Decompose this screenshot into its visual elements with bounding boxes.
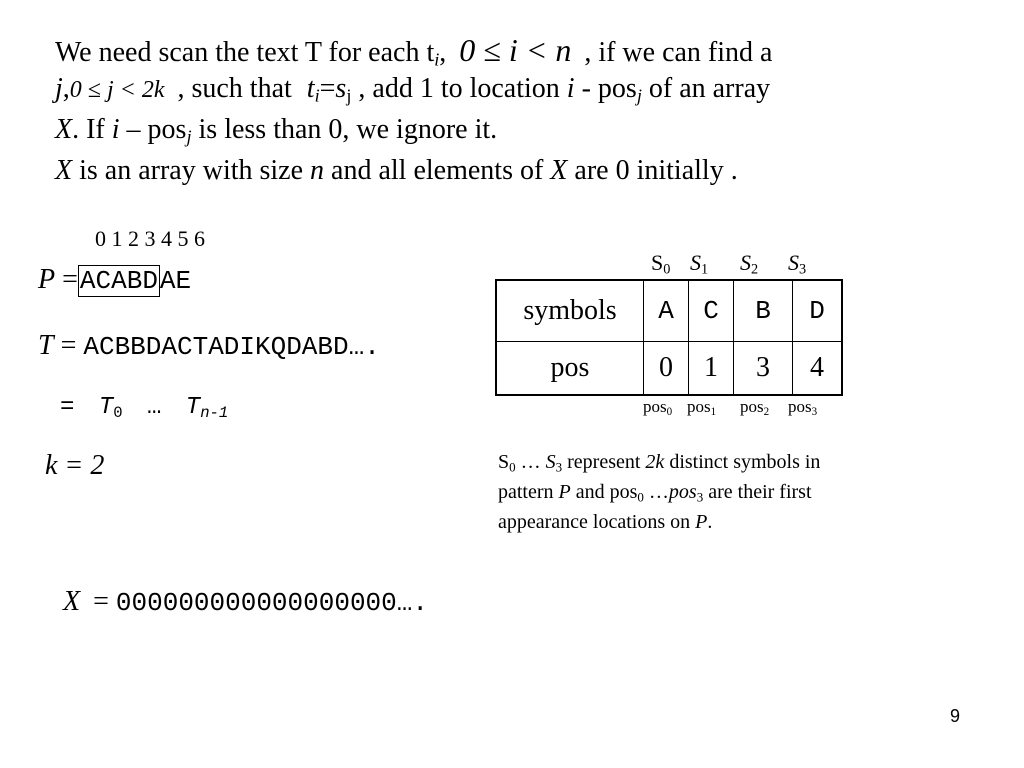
pattern-label: P [38, 264, 56, 295]
page-number: 9 [950, 706, 961, 726]
condition-j: 0 ≤ j < 2k [69, 77, 165, 103]
pos-footer-0: pos$_0$ [643, 397, 673, 418]
symbol-header-3: $S_3$ [788, 250, 807, 278]
text-label: T [38, 330, 54, 361]
pos-footer-3: pos$_3$ [788, 397, 818, 418]
symbol-header-2: $S_2$ [740, 250, 759, 278]
symbol-cell: B [734, 280, 793, 342]
pattern-line: P =ACABDAE [38, 264, 192, 296]
symbol-header-1: $S_1$ [690, 250, 709, 278]
symbol-cell: C [689, 280, 734, 342]
intro-line-2: j,0 ≤ j < 2k , such that $t_i=s_j$ , add 1 to location i - pos$_j$ of an array [55, 73, 771, 106]
x-array-line: X = 000000000000000000…. [63, 586, 428, 618]
intro-line-4: X is an array with size n and all elements of X are 0 initially . [55, 155, 738, 186]
note-line-1: $S_0$ … $S_3$ represent 2k distinct symbols in [498, 451, 821, 475]
pos-cell: 0 [644, 342, 689, 396]
pattern-indices: 0 1 2 3 4 5 6 [95, 226, 205, 251]
text-value: ACBBDACTADIKQDABD…. [83, 332, 380, 362]
table-row-pos [496, 342, 842, 396]
condition-i: 0 ≤ i < n [459, 32, 572, 68]
symbol-table [495, 279, 843, 396]
table-row-symbols [496, 280, 842, 342]
symbol-cell: D [793, 280, 843, 342]
text-range: = $T_0$ … $T_{n-1}$ [60, 394, 229, 422]
pos-cell: 3 [734, 342, 793, 396]
symbols-label: symbols [496, 280, 644, 342]
pos-footer-1: pos$_1$ [687, 397, 717, 418]
k-value: k = 2 [45, 450, 105, 481]
intro-line-3: X. If i – pos$_j$ is less than 0, we ignore it. [55, 114, 498, 147]
note-line-2: pattern P and pos$_0$ …pos$_3$ are their first [498, 481, 812, 505]
pattern-rest: AE [159, 266, 192, 296]
pos-label: pos [496, 342, 644, 396]
pos-cell: 1 [689, 342, 734, 396]
symbol-header-0: $S_0$ [651, 250, 671, 278]
symbol-cell: A [644, 280, 689, 342]
intro-line-1: We need scan the text T for each $t_i$, 0 ≤ i < n , if we can find a [55, 32, 773, 70]
pos-cell: 4 [793, 342, 843, 396]
note-line-3: appearance locations on P. [498, 511, 713, 533]
pos-footer-2: pos$_2$ [740, 397, 770, 418]
x-value: 000000000000000000…. [115, 588, 428, 618]
text-line: T = ACBBDACTADIKQDABD…. [38, 330, 380, 362]
pattern-prefix-box: ACABD [79, 266, 158, 296]
x-label: X [63, 586, 81, 617]
